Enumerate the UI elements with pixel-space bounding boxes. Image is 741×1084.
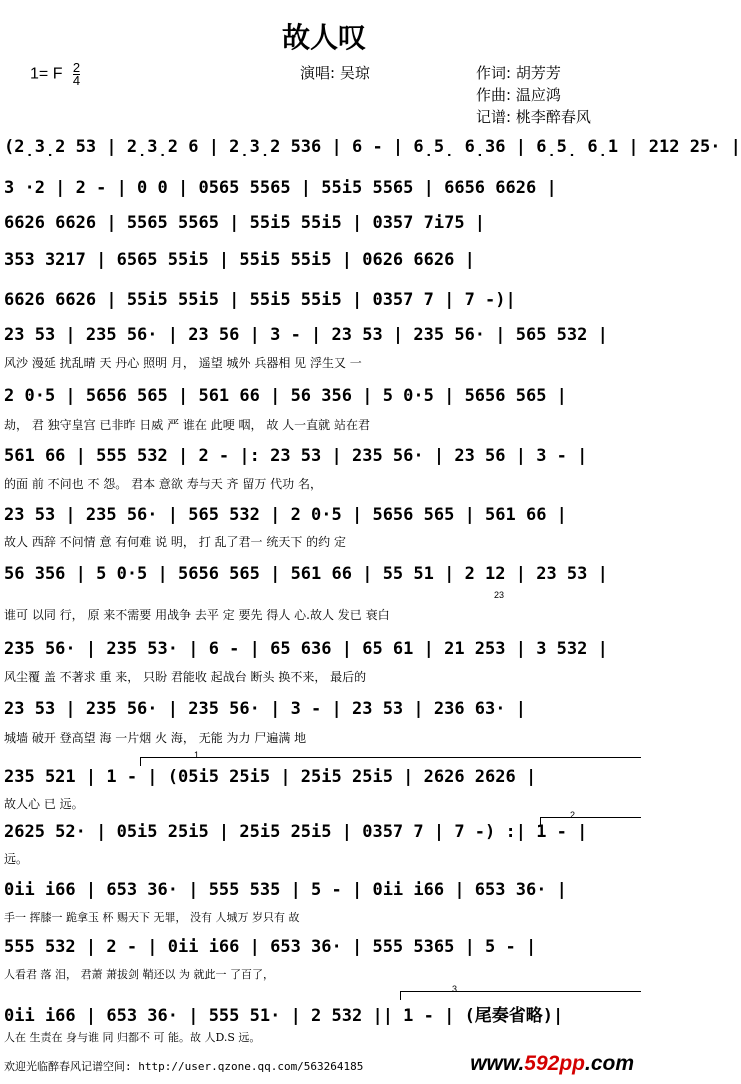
notation-row-7: 2 0·5 | 5656 565 | 561 66 | 56 356 | 5 0·5 | 5656 565 | (4, 386, 567, 406)
lyrics-row-9: 故人 西辞 不问情 意 有何难 说 明， 打 乱了君一 统天下 的约 定 (4, 535, 346, 549)
lyrics-row-12: 城墙 破开 登高望 海 一片烟 火 海， 无能 为力 尸遍满 地 (4, 731, 307, 745)
volta-3-label: 3 (452, 984, 458, 994)
lyrics-row-10: 谁可 以同 行， 原 来不需要 用战争 去平 定 要先 得人 心.故人 发已 衰白 (4, 608, 390, 622)
lyrics-row-8: 的面 前 不问也 不 怨。 君本 意欲 寿与天 齐 留万 代功 名， (4, 477, 322, 491)
lyricist-credit: 作词: 胡芳芳 (476, 64, 561, 82)
notation-row-6: 23 53 | 235 56· | 23 56 | 3 - | 23 53 | 235 56· | 565 532 | (4, 325, 608, 345)
footer-text: 欢迎光临醉春风记谱空间: http://user.qzone.qq.com/563264185 (4, 1060, 364, 1073)
notation-row-5: 6626 6626 | 55i5 55i5 | 55i5 55i5 | 0357 7 | 7 -)| (4, 290, 516, 310)
notation-row-1: (2̣3̣2 53 | 2̣3̣2 6 | 2̣3̣2 536 | 6 - | 6̣5̣ 6̣36 | 6̣5̣ 6̣1 | 212 25· | (4, 137, 741, 157)
volta-bracket-1 (140, 757, 641, 766)
time-sig-bottom: 4 (72, 73, 81, 88)
notation-row-12: 23 53 | 235 56· | 235 56· | 3 - | 23 53 | 236 63· | (4, 699, 526, 719)
site-logo (470, 1052, 634, 1076)
composer-credit: 作曲: 温应鸿 (476, 86, 561, 104)
lyrics-row-17: 人在 生责在 身与谁 同 归都不 可 能。故 人D.S 远。 (4, 1031, 261, 1044)
key-signature (30, 62, 80, 87)
volta-2-label: 2 (570, 810, 576, 820)
notation-row-17: 0ii i66 | 653 36· | 555 51· | 2 532 || 1 - | (尾奏省略)| (4, 1006, 564, 1026)
volta-1-label: 1 (194, 750, 200, 760)
notation-row-8: 561 66 | 555 532 | 2 - |: 23 53 | 235 56· | 23 56 | 3 - | (4, 446, 588, 466)
singer-credit: 演唱: 吴琼 (300, 64, 370, 82)
small-note-23: 23 (494, 590, 505, 600)
notation-row-4: 353 3217 | 6565 55i5 | 55i5 55i5 | 0626 6626 | (4, 250, 475, 270)
lyrics-row-6: 风沙 漫延 扰乱晴 天 丹心 照明 月， 遥望 城外 兵器相 见 浮生又 一 (4, 356, 362, 370)
notation-row-9: 23 53 | 235 56· | 565 532 | 2 0·5 | 5656 565 | 561 66 | (4, 505, 567, 525)
site-suffix: .com (584, 1052, 634, 1075)
notation-row-16: 555 532 | 2 - | 0ii i66 | 653 36· | 555 5365 | 5 - | (4, 937, 537, 957)
time-signature (73, 62, 80, 87)
lyrics-row-7: 劫， 君 独守皇宫 已非昨 日威 严 谁在 此哽 咽， 故 人一直就 站在君 (4, 418, 370, 432)
notation-row-14: 2625 52· | 05i5 25i5 | 25i5 25i5 | 0357 7 | 7 -) :| 1 - | (4, 822, 588, 842)
notation-row-11: 235 56· | 235 53· | 6 - | 65 636 | 65 61 | 21 253 | 3 532 | (4, 639, 608, 659)
lyrics-row-14: 远。 (4, 852, 29, 866)
notation-row-10: 56 356 | 5 0·5 | 5656 565 | 561 66 | 55 51 | 2 12 | 23 53 | (4, 564, 608, 584)
notation-row-13: 235 521 | 1 - | (05i5 25i5 | 25i5 25i5 | 2626 2626 | (4, 767, 537, 787)
transcriber-credit: 记谱: 桃李醉春风 (476, 108, 591, 126)
notation-row-15: 0ii i66 | 653 36· | 555 535 | 5 - | 0ii i66 | 653 36· | (4, 880, 567, 900)
site-accent: 592pp (524, 1052, 585, 1075)
time-sig-top: 2 (72, 60, 81, 75)
notation-row-3: 6626 6626 | 5565 5565 | 55i5 55i5 | 0357 7i75 | (4, 213, 486, 233)
notation-row-2: 3 ·2 | 2 - | 0 0 | 0565 5565 | 55i5 5565 | 6656 6626 | (4, 178, 557, 198)
site-prefix: www. (470, 1052, 525, 1075)
key-label: 1= F (30, 65, 63, 83)
volta-bracket-3 (400, 991, 641, 1000)
lyrics-row-16: 人看君 落 泪， 君萧 萧拔剑 鞘还以 为 就此一 了百了， (4, 968, 274, 981)
lyrics-row-15: 手一 挥膝一 跪拿玉 杯 赐天下 无罪， 没有 人城万 岁只有 故 (4, 911, 300, 924)
lyrics-row-13: 故人心 已 远。 (4, 797, 84, 811)
song-title: 故人叹 (281, 21, 366, 54)
lyrics-row-11: 风尘覆 盖 不著求 重 来， 只盼 君能收 起战台 断头 换不来， 最后的 (4, 670, 367, 684)
